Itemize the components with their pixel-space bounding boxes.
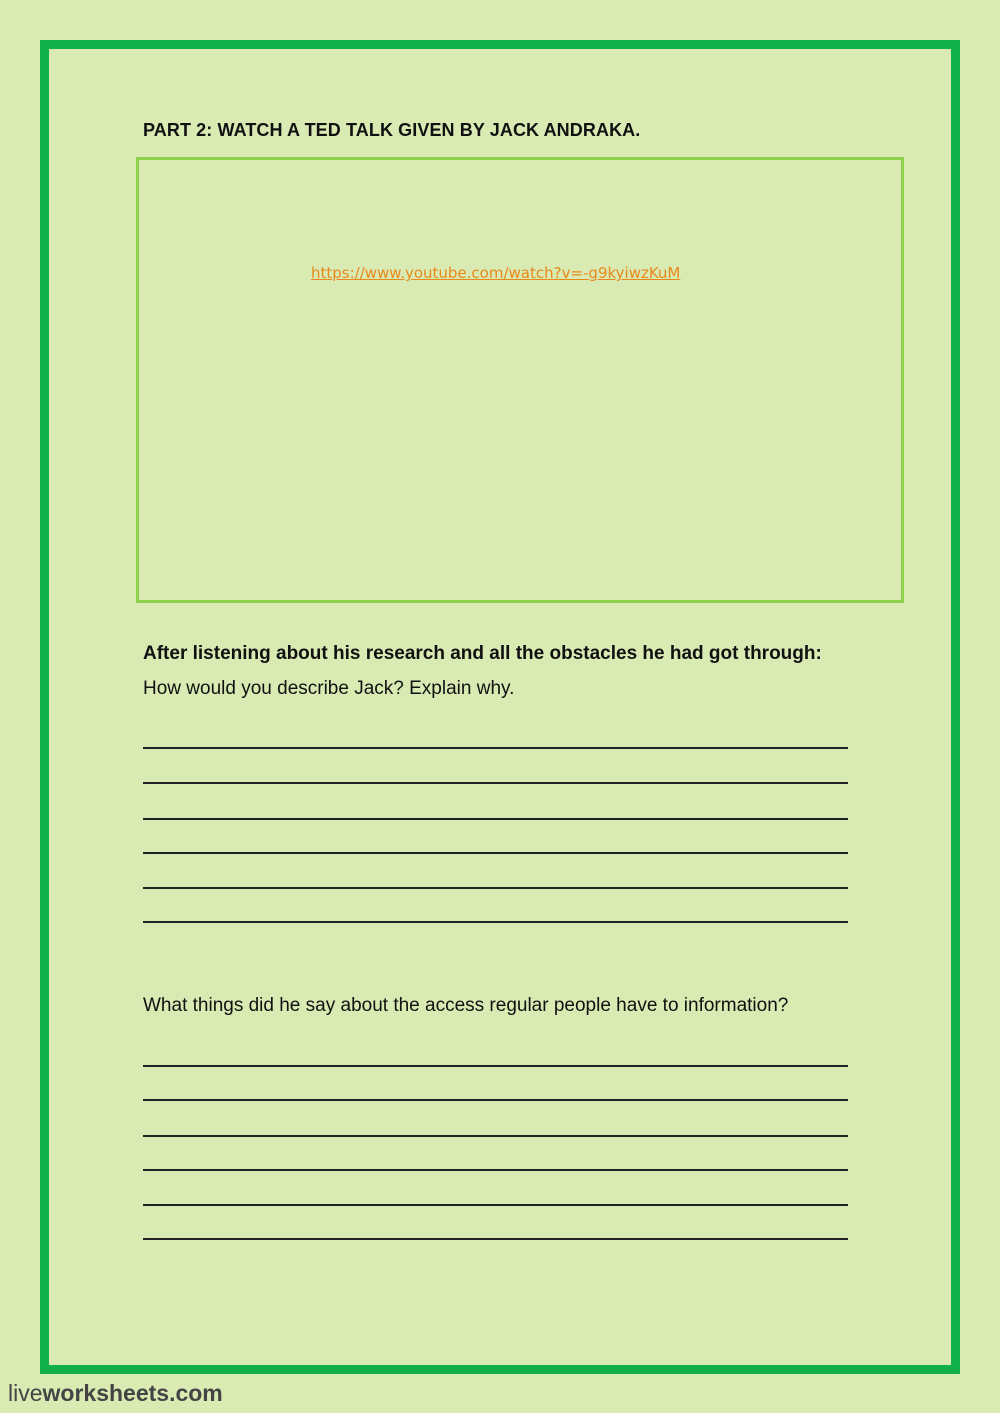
instructions-text: After listening about his research and all the obstacles he had got through: <box>143 643 822 664</box>
site-logo-main: worksheets.com <box>42 1380 223 1406</box>
site-logo-prefix: live <box>8 1380 43 1406</box>
question-2-text: What things did he say about the access regular people have to information? <box>143 995 789 1016</box>
answer-2-line-6[interactable] <box>143 1216 848 1240</box>
answer-2-line-2[interactable] <box>143 1077 848 1101</box>
page-title: PART 2: WATCH A TED TALK GIVEN BY JACK ANDRAKA. <box>143 120 641 140</box>
answer-1-line-1[interactable] <box>143 725 848 749</box>
answer-1-line-5[interactable] <box>143 865 848 889</box>
answer-2-line-3[interactable] <box>143 1113 848 1137</box>
answer-1-line-4[interactable] <box>143 830 848 854</box>
video-embed-box[interactable] <box>136 157 904 603</box>
answer-1-line-2[interactable] <box>143 760 848 784</box>
site-logo <box>8 1380 223 1407</box>
answer-2-line-5[interactable] <box>143 1182 848 1206</box>
answer-2-line-4[interactable] <box>143 1147 848 1171</box>
answer-1-line-6[interactable] <box>143 899 848 923</box>
question-1-text: How would you describe Jack? Explain why. <box>143 678 515 699</box>
answer-1-line-3[interactable] <box>143 796 848 820</box>
video-link[interactable]: https://www.youtube.com/watch?v=-g9kyiwzKuM <box>311 264 681 282</box>
answer-2-line-1[interactable] <box>143 1043 848 1067</box>
